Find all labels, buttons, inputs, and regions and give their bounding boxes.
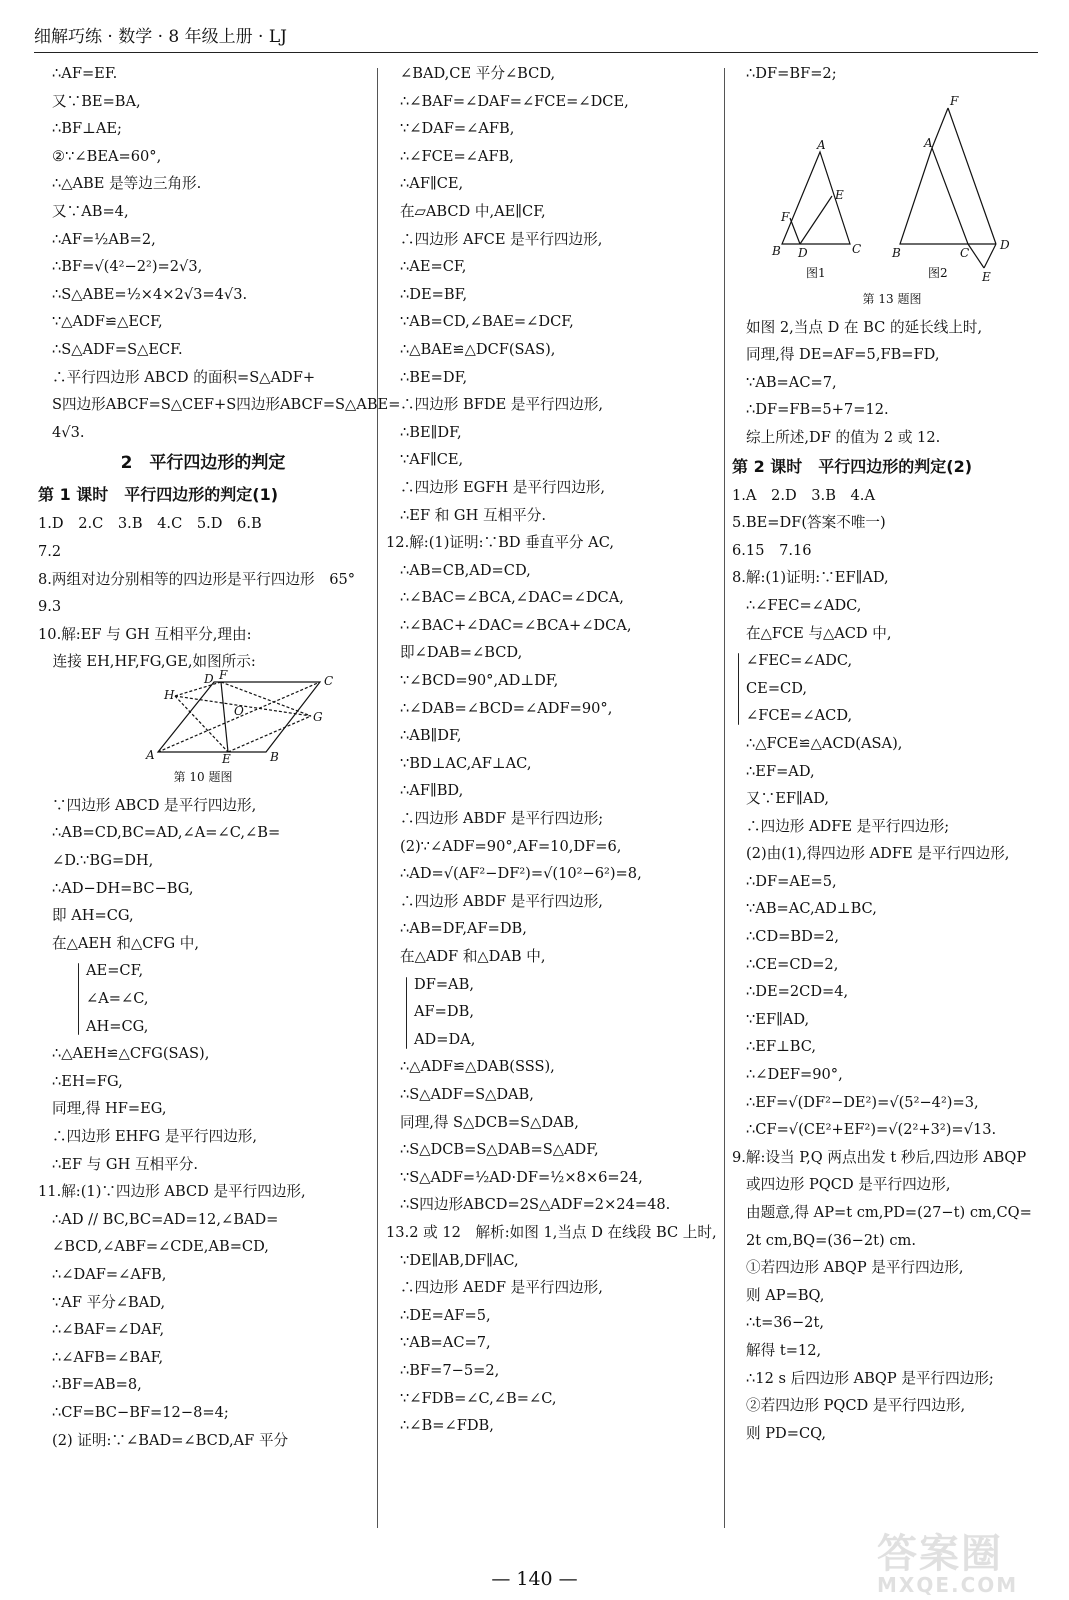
text-line: ∴四边形 AEDF 是平行四边形, [400, 1279, 603, 1297]
fig10-label-o: O [234, 703, 244, 718]
text-line: ∴四边形 AFCE 是平行四边形, [400, 230, 603, 248]
text-line: ∠BCD,∠ABF=∠CDE,AB=CD, [52, 1238, 269, 1256]
text-line: DF=AB, [414, 975, 474, 993]
brace [738, 653, 739, 725]
text-line: ∵四边形 ABCD 是平行四边形, [52, 796, 257, 814]
c3-lines-d [732, 1171, 1052, 1447]
text-line: ∴AB=DF,AF=DB, [400, 920, 527, 938]
q12-heading: 12.解:(1)证明:∵BD 垂直平分 AC, [386, 534, 614, 552]
text-line: ∴四边形 EGFH 是平行四边形, [400, 478, 606, 496]
column-2 [386, 60, 720, 1530]
text-line: 在△ADF 和△DAB 中, [400, 948, 546, 965]
c2-lines-a [386, 60, 720, 529]
text-line: ∴四边形 ADFE 是平行四边形; [746, 817, 950, 835]
fig13-caption: 第 13 题图 [862, 291, 922, 306]
c3-lines-c [732, 730, 1052, 1144]
fig13-2-label-d: D [1000, 237, 1010, 252]
fig13-1-label-e: E [835, 187, 844, 202]
text-line: ∴∠DAF=∠AFB, [52, 1265, 167, 1283]
text-line: 9.3 [38, 598, 62, 616]
text-line: ∴AF∥CE, [400, 175, 464, 193]
text-line: ∴CE=CD=2, [746, 955, 839, 973]
column-divider [724, 68, 725, 1528]
c2-brace-system [386, 971, 720, 1054]
text-line: ∴△AEH≌△CFG(SAS), [52, 1045, 210, 1063]
figure-10 [38, 667, 368, 766]
text-line: ∴DE=2CD=4, [746, 983, 849, 1001]
text-line: 10.解:EF 与 GH 互相平分,理由: [38, 625, 252, 643]
c3-line0: ∴DF=BF=2; [746, 65, 837, 82]
watermark [877, 1522, 1047, 1597]
text-line: ∴BF⊥AE; [52, 120, 122, 138]
page-header: 细解巧练 · 数学 · 8 年级上册 · LJ [34, 27, 287, 47]
text-line: ∴∠DAB=∠BCD=∠ADF=90°, [400, 699, 613, 717]
fig10-caption: 第 10 题图 [173, 769, 233, 784]
watermark-url: MXQE.COM [877, 1573, 1019, 1597]
lesson-title: 第 1 课时 平行四边形的判定(1) [38, 485, 279, 505]
text-line: 同理,得 S△DCB=S△DAB, [400, 1113, 579, 1131]
c3-answers [732, 482, 1052, 592]
text-line: ∴S四边形ABCD=2S△ADF=2×24=48. [400, 1196, 671, 1214]
c3-brace-lines [732, 647, 1052, 730]
text-line: ∴CD=BD=2, [746, 928, 839, 946]
c3-lines-a [732, 314, 1052, 452]
text-line: ∴EF 和 GH 互相平分. [400, 506, 546, 524]
text-line: ∴四边形 ABDF 是平行四边形; [400, 810, 604, 828]
fig10-label-c: C [324, 673, 334, 688]
text-line: ∵AB=CD,∠BAE=∠DCF, [400, 313, 574, 331]
text-line: ∴AF=EF. [52, 65, 118, 82]
q11-heading: 11.解:(1)∵四边形 ABCD 是平行四边形, [38, 1183, 306, 1201]
text-line: ∠BAD,CE 平分∠BCD, [400, 65, 556, 82]
text-line: ∴CF=BC−BF=12−8=4; [52, 1403, 229, 1421]
text-line: AE=CF, [86, 962, 144, 980]
text-line: S四边形ABCF=S△CEF+S四边形ABCF=S△ABE= [52, 396, 401, 414]
text-line: 解得 t=12, [746, 1341, 822, 1359]
text-line: ∴△ABE 是等边三角形. [52, 175, 202, 193]
text-line: 1.A 2.D 3.B 4.A [732, 486, 875, 504]
fig10-label-e: E [222, 751, 231, 766]
text-line: ∵∠DAF=∠AFB, [400, 120, 515, 138]
brace [406, 977, 407, 1049]
text-line: ∠FEC=∠ADC, [746, 652, 853, 670]
section-title: 2 平行四边形的判定 [120, 453, 286, 474]
text-line: ∵AB=AC,AD⊥BC, [746, 900, 877, 918]
text-line: 综上所述,DF 的值为 2 或 12. [746, 428, 941, 446]
text-line: ∴∠AFB=∠BAF, [52, 1348, 164, 1366]
watermark-logo: 答案圈 [877, 1531, 1003, 1577]
fig13-2-label-e: E [982, 269, 991, 284]
text-line: CE=CD, [746, 679, 808, 697]
text-line: ∴∠DEF=90°, [746, 1066, 843, 1084]
fig10-label-g: G [313, 709, 323, 724]
text-line: ∴∠FCE=∠AFB, [400, 147, 514, 165]
text-line: ∴AD−DH=BC−BG, [52, 879, 194, 897]
text-line: ∴BE=DF, [400, 368, 468, 386]
text-line: ∠FCE=∠ACD, [746, 707, 853, 725]
text-line: ∴AD=√(AF²−DF²)=√(10²−6²)=8, [400, 865, 642, 883]
text-line: ∴△ADF≌△DAB(SSS), [400, 1058, 555, 1076]
text-line: (2)由(1),得四边形 ADFE 是平行四边形, [746, 845, 1010, 863]
text-line: ∠A=∠C, [86, 990, 149, 1008]
c2-lines-c [386, 1053, 720, 1219]
text-line: (2)∵∠ADF=90°,AF=10,DF=6, [400, 837, 622, 855]
text-line: (2) 证明:∵∠BAD=∠BCD,AF 平分 [52, 1431, 289, 1449]
text-line: ∵∠FDB=∠C,∠B=∠C, [400, 1389, 557, 1407]
text-line: ①若四边形 ABQP 是平行四边形, [746, 1259, 964, 1277]
c1-lines-c [38, 1040, 368, 1178]
text-line: ∵S△ADF=½AD·DF=½×8×6=24, [400, 1168, 643, 1186]
figure-13 [732, 88, 1052, 284]
fig13-2-label-f: F [950, 93, 959, 108]
text-line: 在▱ABCD 中,AE∥CF, [400, 202, 546, 220]
text-line: 2t cm,BQ=(36−2t) cm. [746, 1231, 916, 1249]
text-line: 6.15 7.16 [732, 541, 812, 559]
text-line: 在△AEH 和△CFG 中, [52, 934, 200, 952]
text-line: ②若四边形 PQCD 是平行四边形, [746, 1397, 966, 1415]
text-line: 由题意,得 AP=t cm,PD=(27−t) cm,CQ= [746, 1204, 1032, 1221]
text-line: 即 AH=CG, [52, 907, 134, 925]
column-divider [377, 68, 378, 1528]
header-rule [34, 52, 1038, 53]
text-line: ②∵∠BEA=60°, [52, 147, 162, 165]
c1-lines-b [38, 792, 368, 958]
text-line: ∴EH=FG, [52, 1072, 123, 1090]
text-line: ∴CF=√(CE²+EF²)=√(2²+3²)=√13. [746, 1121, 997, 1139]
q13-heading: 13.2 或 12 解析:如图 1,当点 D 在线段 BC 上时, [386, 1223, 717, 1241]
text-line: ∴四边形 ABDF 是平行四边形, [400, 892, 603, 910]
text-line: 又∵AB=4, [52, 202, 129, 220]
q9-heading: 9.解:设当 P,Q 两点出发 t 秒后,四边形 ABQP [732, 1148, 1027, 1166]
text-line: ∴DE=AF=5, [400, 1306, 491, 1324]
fig13-1-label-d: D [798, 245, 808, 260]
text-line: AD=DA, [414, 1030, 476, 1048]
text-line: ∴BE∥DF, [400, 423, 462, 441]
fig13-2-caption: 图2 [928, 265, 948, 280]
text-line: ∴S△DCB=S△DAB=S△ADF, [400, 1141, 599, 1159]
fig13-1-caption: 图1 [806, 265, 826, 280]
text-line: AH=CG, [86, 1017, 149, 1035]
text-line: ∵AF 平分∠BAD, [52, 1293, 166, 1311]
text-line: ∴平行四边形 ABCD 的面积=S△ADF+ [52, 368, 316, 386]
text-line: ∴BF=AB=8, [52, 1376, 142, 1394]
c2-lines-b [386, 557, 720, 971]
fig13-1-label-a: A [817, 137, 826, 152]
text-line: ∴DF=FB=5+7=12. [746, 401, 889, 419]
fig13-1-label-b: B [772, 243, 781, 258]
text-line: ∴EF=√(DF²−DE²)=√(5²−4²)=3, [746, 1093, 979, 1111]
text-line: AF=DB, [414, 1003, 474, 1021]
fig10-label-d: D [204, 671, 214, 686]
text-line: ∵∠BCD=90°,AD⊥DF, [400, 672, 559, 690]
fig13-2-label-a: A [924, 135, 933, 150]
text-line: ∴S△ABE=½×4×2√3=4√3. [52, 285, 248, 303]
lesson-title-2: 第 2 课时 平行四边形的判定(2) [732, 456, 973, 476]
text-line: ∵DE∥AB,DF∥AC, [400, 1251, 519, 1269]
text-line: ∴S△ADF=S△ECF. [52, 340, 183, 358]
c1-brace-lines [38, 957, 368, 1040]
text-line: 则 AP=BQ, [746, 1286, 825, 1304]
text-line: ∴EF⊥BC, [746, 1038, 817, 1056]
text-line: ∴AF∥BD, [400, 782, 464, 800]
text-line: 又∵EF∥AD, [746, 790, 830, 808]
text-line: ∵AB=AC=7, [746, 373, 837, 391]
c2-lines-d [386, 1247, 720, 1440]
text-line: 即∠DAB=∠BCD, [400, 644, 523, 662]
text-line: ∴AB=CB,AD=CD, [400, 561, 531, 579]
text-line: 8.两组对边分别相等的四边形是平行四边形 65° [38, 570, 356, 588]
text-line: ∴∠BAF=∠DAF, [52, 1321, 165, 1339]
text-line: ∴△FCE≌△ACD(ASA), [746, 734, 903, 752]
text-line: ∴DE=BF, [400, 285, 468, 303]
fig10-label-h: H [164, 687, 175, 702]
text-line: ∵EF∥AD, [746, 1010, 810, 1028]
text-line: ∵BD⊥AC,AF⊥AC, [400, 754, 532, 772]
text-line: 同理,得 DE=AF=5,FB=FD, [746, 346, 940, 364]
text-line: 则 PD=CQ, [746, 1424, 827, 1442]
text-line: ∵△ADF≌△ECF, [52, 313, 163, 331]
c3-lines-b [732, 592, 1052, 647]
text-line: ∴EF=AD, [746, 762, 815, 780]
c1-lines-a [38, 60, 401, 446]
c1-lines-d [38, 1206, 368, 1454]
text-line: ∴DF=AE=5, [746, 872, 837, 890]
fig13-1-label-c: C [852, 241, 862, 256]
brace [78, 963, 79, 1035]
text-line: ∴BF=√(4²−2²)=2√3, [52, 258, 203, 276]
text-line: 同理,得 HF=EG, [52, 1100, 167, 1118]
text-line: 或四边形 PQCD 是平行四边形, [746, 1176, 951, 1194]
text-line: 又∵BE=BA, [52, 92, 141, 110]
fig13-2-label-c: C [960, 245, 970, 260]
column-1 [38, 60, 401, 1530]
text-line: ∴AB=CD,BC=AD,∠A=∠C,∠B= [52, 824, 281, 842]
text-line: ∴12 s 后四边形 ABQP 是平行四边形; [746, 1369, 994, 1387]
text-line: ∴∠B=∠FDB, [400, 1417, 494, 1435]
text-line: ∴∠FEC=∠ADC, [746, 596, 862, 614]
text-line: ∴∠BAF=∠DAF=∠FCE=∠DCE, [400, 92, 629, 110]
text-line: 1.D 2.C 3.B 4.C 5.D 6.B [38, 515, 262, 533]
text-line: ∴S△ADF=S△DAB, [400, 1085, 534, 1103]
fig10-label-a: A [146, 747, 155, 762]
text-line: 8.解:(1)证明:∵EF∥AD, [732, 569, 889, 587]
text-line: ∴AD // BC,BC=AD=12,∠BAD= [52, 1210, 279, 1228]
text-line: ∴AB∥DF, [400, 727, 462, 745]
text-line: ∠D.∵BG=DH, [52, 852, 154, 870]
text-line: ∴四边形 BFDE 是平行四边形, [400, 396, 604, 414]
text-line: 在△FCE 与△ACD 中, [746, 624, 892, 642]
text-line: ∴四边形 EHFG 是平行四边形, [52, 1128, 258, 1145]
text-line: 4√3. [52, 423, 85, 441]
text-line: ∴△BAE≌△DCF(SAS), [400, 340, 556, 358]
text-line: ∴t=36−2t, [746, 1314, 824, 1332]
c1-brace-system [38, 957, 368, 1040]
fig13-1-label-f: F [781, 209, 790, 224]
text-line: 5.BE=DF(答案不唯一) [732, 514, 886, 532]
text-line: ∴BF=7−5=2, [400, 1361, 500, 1379]
text-line: ∴∠BAC=∠BCA,∠DAC=∠DCA, [400, 589, 624, 607]
page-number: — 140 — [491, 1568, 578, 1590]
text-line: ∴AE=CF, [400, 258, 467, 276]
text-line: ∴AF=½AB=2, [52, 230, 156, 248]
text-line: 7.2 [38, 542, 62, 560]
c1-answers [38, 510, 368, 676]
c2-brace-lines [386, 971, 720, 1054]
text-line: ∵AB=AC=7, [400, 1334, 491, 1352]
text-line: ∴EF 与 GH 互相平分. [52, 1155, 198, 1173]
text-line: ∴∠BAC+∠DAC=∠BCA+∠DCA, [400, 616, 632, 634]
text-line: 连接 EH,HF,FG,GE,如图所示: [38, 653, 256, 671]
fig10-label-b: B [270, 749, 279, 764]
text-line: ∵AF∥CE, [400, 451, 464, 469]
c3-brace-system [732, 647, 1052, 730]
fig10-label-f: F [219, 667, 228, 682]
column-3 [732, 60, 1052, 1530]
text-line: 如图 2,当点 D 在 BC 的延长线上时, [746, 318, 983, 336]
fig13-2-label-b: B [892, 245, 901, 260]
